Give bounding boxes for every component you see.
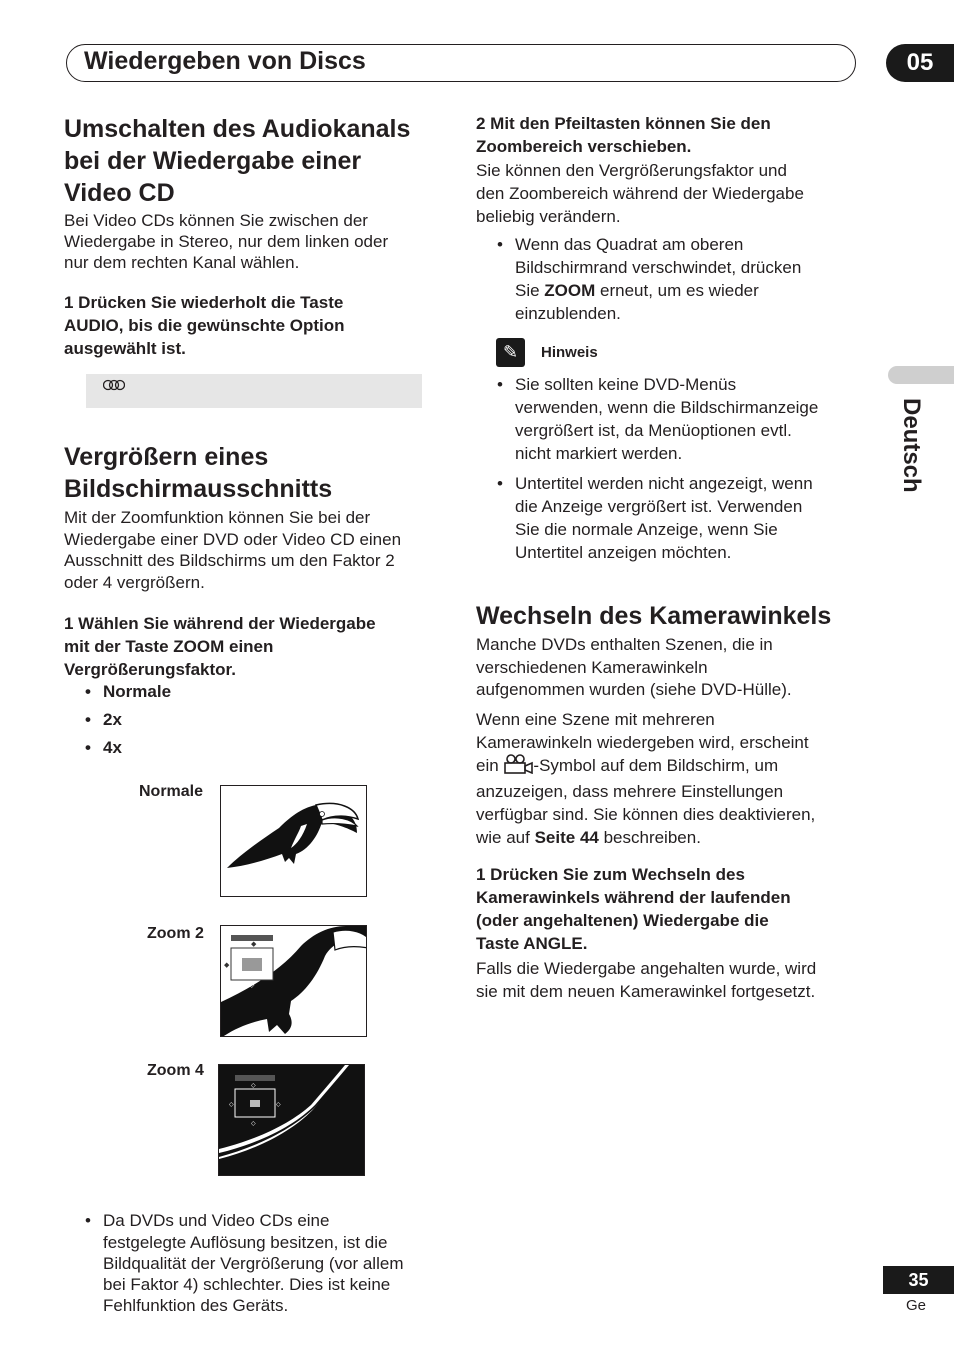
audio-step-1 [64, 291, 454, 360]
page-number: 35 [883, 1266, 954, 1294]
text-span: wie auf [476, 828, 535, 847]
text-line: bei Faktor 4) schlechter. Dies ist keine [103, 1275, 391, 1294]
step-line: Vergrößerungsfaktor. [64, 660, 236, 679]
text-span: -Symbol auf dem Bildschirm, um [533, 756, 779, 775]
hinweis-bullet-1 [515, 373, 875, 465]
heading-line: Video CD [64, 179, 175, 207]
chapter-badge: 05 [886, 44, 954, 82]
text-line: Fehlfunktion des Geräts. [103, 1296, 289, 1315]
audio-channel-icon [103, 378, 125, 395]
text-line: beliebig verändern. [476, 207, 621, 226]
heading-line: Vergrößern eines [64, 443, 269, 471]
figure-zoom-4 [218, 1064, 365, 1176]
camera-angle-step-body [476, 957, 876, 1003]
toucan-zoom-2-illustration [221, 926, 367, 1037]
svg-text:◆: ◆ [251, 940, 257, 948]
section-header-title: Wiedergeben von Discs [84, 47, 366, 75]
text-line: • Sie sollten keine DVD-Menüs [515, 373, 875, 396]
page-reference: Seite 44 [534, 828, 599, 847]
text-line: Ausschnitt des Bildschirms um den Faktor 2 [64, 551, 395, 570]
step-line: Zoombereich verschieben. [476, 137, 692, 156]
text-line: festgelegte Auflösung besitzen, ist die [103, 1233, 388, 1252]
text-line [515, 279, 875, 302]
text-line: den Zoombereich während der Wiedergabe [476, 184, 804, 203]
camera-angle-paragraph [476, 708, 876, 849]
text-line: aufgenommen wurden (siehe DVD-Hülle). [476, 680, 792, 699]
figure-label-zoom-4: Zoom 4 [147, 1062, 204, 1079]
figure-zoom-2 [220, 925, 367, 1037]
camera-icon [503, 754, 533, 780]
text-span: beschreiben. [598, 828, 701, 847]
step-line: mit der Taste ZOOM einen [64, 637, 274, 656]
heading-line: Umschalten des Audiokanals [64, 115, 411, 143]
text-line [476, 754, 876, 780]
text-line: verwenden, wenn die Bildschirmanzeige [515, 398, 819, 417]
zoom-step-1 [64, 612, 454, 681]
heading-line: Bildschirmausschnitts [64, 475, 333, 503]
hinweis-bullet-2 [515, 472, 875, 564]
svg-text:◆: ◆ [224, 961, 230, 969]
figure-label-normal: Normale [139, 783, 204, 800]
text-line: • Wenn das Quadrat am oberen [515, 233, 875, 256]
text-line: sie mit dem neuen Kamerawinkel fortgesetzt. [476, 982, 816, 1001]
toucan-zoom-4-illustration [219, 1065, 365, 1176]
audio-channel-heading [64, 113, 464, 209]
step-line: ausgewählt ist. [64, 339, 186, 358]
pencil-icon: ✎ [496, 338, 525, 367]
step-line: Taste ANGLE. [476, 934, 588, 953]
text-line: • Da DVDs und Video CDs eine [103, 1209, 453, 1232]
text-line: einzublenden. [515, 304, 621, 323]
zoom-option-4x: • 4x [103, 736, 122, 759]
text-line: Bildschirmrand verschwindet, drücken [515, 258, 802, 277]
svg-text:◇: ◇ [251, 1120, 256, 1127]
zoom-option-normal: • Normale [103, 680, 171, 703]
toucan-illustration [221, 786, 367, 897]
step-line: Kamerawinkels während der laufenden [476, 888, 791, 907]
text-line: anzuzeigen, dass mehrere Einstellungen [476, 782, 784, 801]
zoom-quality-note [103, 1209, 453, 1316]
svg-text:◇: ◇ [276, 1101, 281, 1108]
text-line: nicht markiert werden. [515, 444, 683, 463]
text-line: Wiedergabe in Stereo, nur dem linken oder [64, 232, 389, 251]
text-line: • Untertitel werden nicht angezeigt, wenn [515, 472, 875, 495]
svg-text:◇: ◇ [229, 1101, 234, 1108]
text-line: verschiedenen Kamerawinkeln [476, 657, 708, 677]
zoom-step-2-body [476, 159, 876, 228]
side-tab-marker [888, 366, 954, 384]
zoom-step-2 [476, 112, 876, 158]
text-line: Bildqualität der Vergrößerung (vor allem [103, 1254, 404, 1273]
zoom-keyword: ZOOM [544, 281, 596, 300]
text-line [476, 826, 876, 849]
svg-text:◇: ◇ [251, 1082, 256, 1089]
text-line: Sie die normale Anzeige, wenn Sie [515, 520, 778, 539]
text-line: Falls die Wiedergabe angehalten wurde, wird [476, 959, 817, 978]
text-line: vergrößert ist, da Menüoptionen evtl. [515, 421, 792, 440]
step-line: 1 Drücken Sie wiederholt die Taste [64, 293, 344, 312]
text-line: oder 4 vergrößern. [64, 572, 205, 592]
text-line: verfügbar sind. Sie können dies deaktivieren, [476, 805, 816, 824]
hinweis-label: Hinweis [541, 344, 598, 361]
step-line: (oder angehaltenen) Wiedergabe die [476, 911, 769, 930]
camera-angle-step-1 [476, 863, 876, 955]
text-line: Manche DVDs enthalten Szenen, die in [476, 635, 773, 654]
camera-angle-heading [476, 600, 831, 632]
text-span: ein [476, 756, 504, 775]
step-line: 1 Drücken Sie zum Wechseln des [476, 865, 745, 884]
text-span: erneut, um es wieder [595, 281, 759, 300]
audio-channel-intro [64, 210, 454, 273]
heading-line: bei der Wiedergabe einer [64, 147, 362, 175]
text-line: die Anzeige vergrößert ist. Verwenden [515, 497, 803, 516]
text-span: Sie [515, 281, 545, 300]
zoom-option-2x: • 2x [103, 708, 122, 731]
step-line: AUDIO, bis die gewünschte Option [64, 316, 345, 335]
on-screen-display-bar [86, 374, 422, 408]
zoom-intro [64, 507, 454, 593]
text-line: Wenn eine Szene mit mehreren [476, 710, 715, 729]
figure-label-zoom-2: Zoom 2 [147, 925, 204, 942]
heading-line: Wechseln des Kamerawinkels [476, 602, 832, 630]
step-line: 1 Wählen Sie während der Wiedergabe [64, 614, 376, 633]
step-line: 2 Mit den Pfeiltasten können Sie den [476, 114, 771, 133]
language-code: Ge [906, 1297, 927, 1314]
text-line: Mit der Zoomfunktion können Sie bei der [64, 508, 371, 527]
text-line: nur dem rechten Kanal wählen. [64, 253, 300, 272]
zoom-heading [64, 441, 464, 505]
figure-normal-toucan [220, 785, 367, 897]
text-line: Untertitel anzeigen möchten. [515, 543, 732, 562]
svg-text:◇: ◇ [249, 981, 255, 989]
zoom-bullet [515, 233, 875, 325]
text-line: Bei Video CDs können Sie zwischen der [64, 211, 368, 230]
text-line: Sie können den Vergrößerungsfaktor und [476, 161, 787, 180]
camera-angle-intro [476, 634, 876, 702]
language-side-label: Deutsch [898, 398, 925, 493]
text-line: Wiedergabe einer DVD oder Video CD einen [64, 529, 402, 549]
text-line: Kamerawinkeln wiedergeben wird, erscheint [476, 733, 809, 752]
